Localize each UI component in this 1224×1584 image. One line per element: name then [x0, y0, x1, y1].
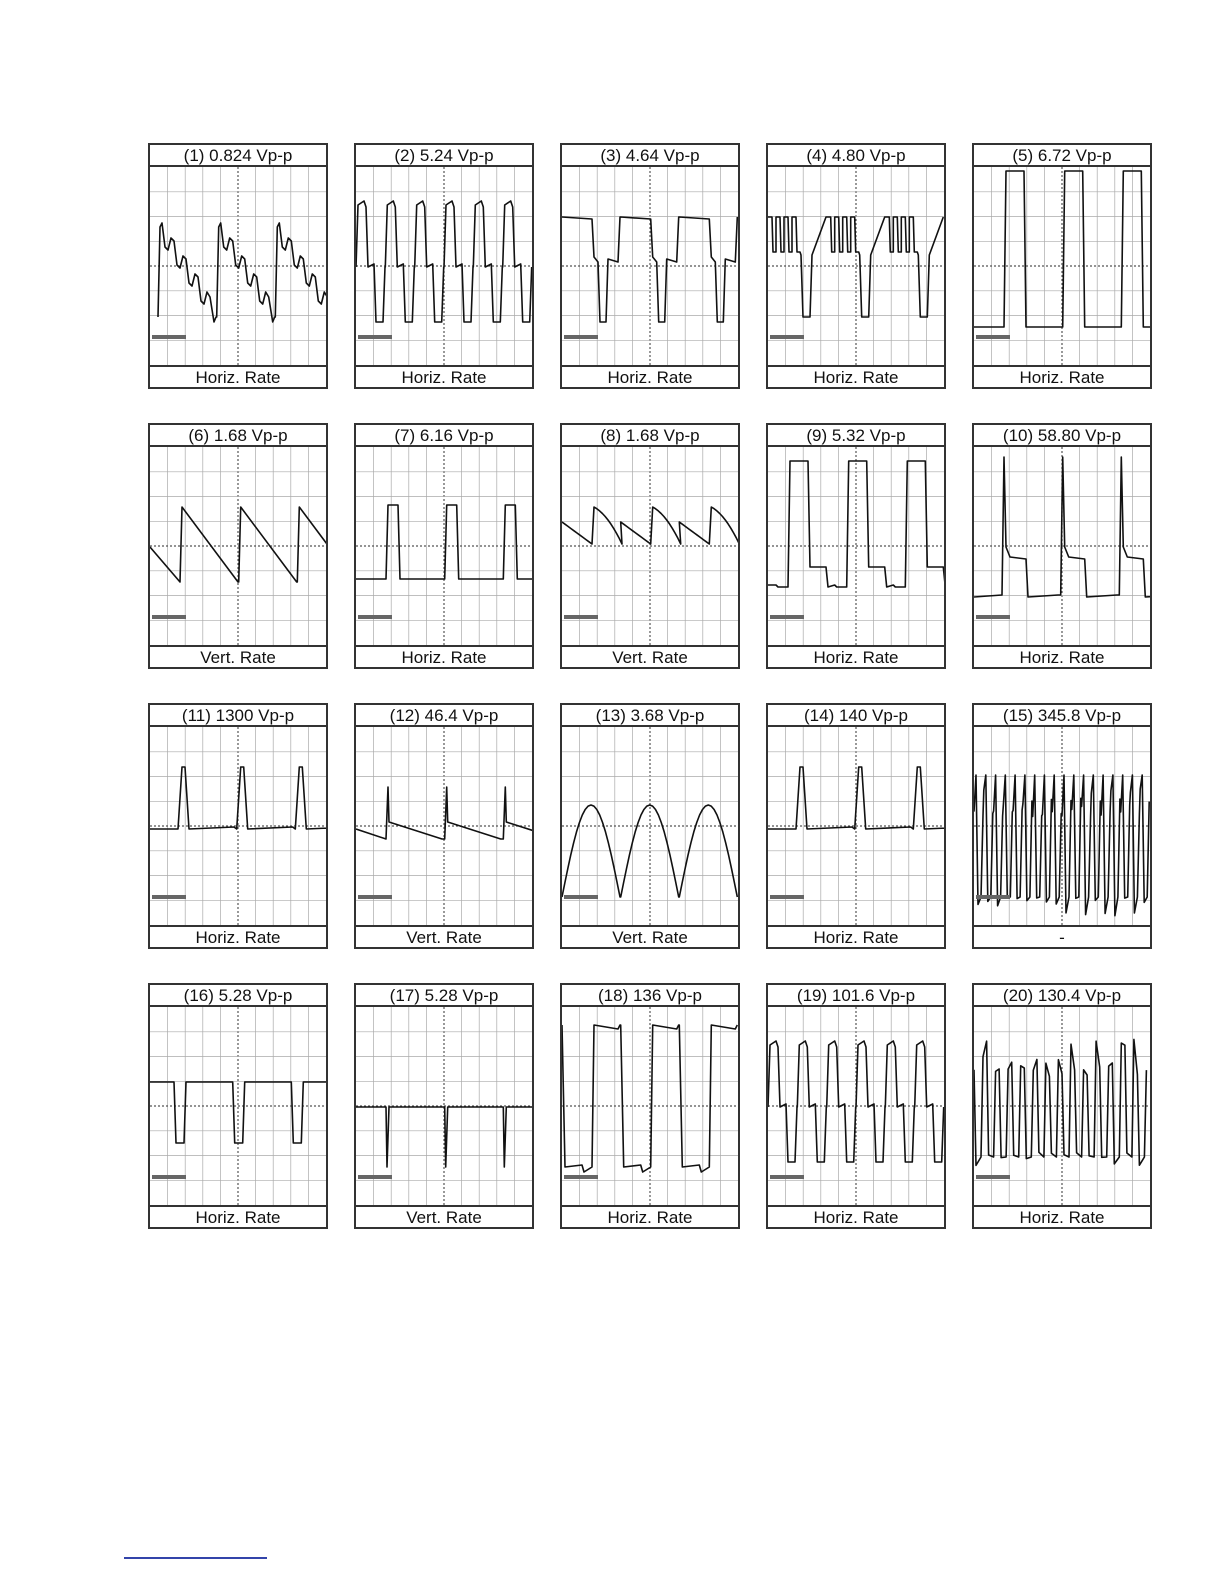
- panel-rate-label: Horiz. Rate: [560, 365, 740, 389]
- scope-panel: [972, 983, 1152, 1229]
- scope-panel: [148, 423, 328, 669]
- scope-screen: [766, 447, 946, 645]
- panel-title: (18) 136 Vp-p: [560, 983, 740, 1007]
- panel-rate-label: Horiz. Rate: [766, 365, 946, 389]
- scope-panel: [972, 143, 1152, 389]
- scope-panel: [766, 983, 946, 1229]
- scope-panel: [354, 703, 534, 949]
- panel-rate-label: Horiz. Rate: [972, 1205, 1152, 1229]
- panel-title: (2) 5.24 Vp-p: [354, 143, 534, 167]
- scope-panel: [148, 143, 328, 389]
- scope-panel: [766, 143, 946, 389]
- scope-readout-mark: [564, 1175, 598, 1179]
- panel-rate-label: Horiz. Rate: [148, 365, 328, 389]
- panel-rate-label: Horiz. Rate: [354, 645, 534, 669]
- scope-readout-mark: [358, 335, 392, 339]
- panel-title: (5) 6.72 Vp-p: [972, 143, 1152, 167]
- waveform-trace: [158, 223, 326, 322]
- panel-title: (20) 130.4 Vp-p: [972, 983, 1152, 1007]
- panel-rate-label: Horiz. Rate: [766, 1205, 946, 1229]
- panel-rate-label: -: [972, 925, 1152, 949]
- scope-readout-mark: [358, 615, 392, 619]
- panel-rate-label: Horiz. Rate: [972, 365, 1152, 389]
- scope-panel: [560, 703, 740, 949]
- scope-readout-mark: [152, 895, 186, 899]
- scope-readout-mark: [770, 615, 804, 619]
- panel-title: (15) 345.8 Vp-p: [972, 703, 1152, 727]
- panel-rate-label: Horiz. Rate: [972, 645, 1152, 669]
- scope-readout-mark: [152, 1175, 186, 1179]
- scope-screen: [354, 447, 534, 645]
- scope-readout-mark: [564, 895, 598, 899]
- scope-panel: [972, 703, 1152, 949]
- scope-readout-mark: [564, 615, 598, 619]
- panel-title: (16) 5.28 Vp-p: [148, 983, 328, 1007]
- scope-screen: [560, 167, 740, 365]
- scope-screen: [972, 1007, 1152, 1205]
- panel-title: (1) 0.824 Vp-p: [148, 143, 328, 167]
- panel-title: (3) 4.64 Vp-p: [560, 143, 740, 167]
- scope-screen: [354, 1007, 534, 1205]
- scope-readout-mark: [358, 1175, 392, 1179]
- scope-screen: [766, 727, 946, 925]
- scope-screen: [354, 167, 534, 365]
- scope-panel: [766, 423, 946, 669]
- panel-rate-label: Vert. Rate: [560, 645, 740, 669]
- scope-readout-mark: [770, 1175, 804, 1179]
- scope-panel: [560, 143, 740, 389]
- panel-title: (17) 5.28 Vp-p: [354, 983, 534, 1007]
- panel-title: (14) 140 Vp-p: [766, 703, 946, 727]
- scope-screen: [148, 1007, 328, 1205]
- waveform-grid: [148, 143, 1152, 1229]
- panel-title: (6) 1.68 Vp-p: [148, 423, 328, 447]
- scope-panel: [972, 423, 1152, 669]
- panel-rate-label: Horiz. Rate: [148, 925, 328, 949]
- panel-rate-label: Vert. Rate: [560, 925, 740, 949]
- scope-readout-mark: [152, 335, 186, 339]
- scope-panel: [354, 423, 534, 669]
- panel-title: (8) 1.68 Vp-p: [560, 423, 740, 447]
- scope-screen: [148, 727, 328, 925]
- panel-rate-label: Horiz. Rate: [560, 1205, 740, 1229]
- scope-panel: [354, 143, 534, 389]
- scope-readout-mark: [770, 335, 804, 339]
- scope-readout-mark: [564, 335, 598, 339]
- scope-panel: [560, 423, 740, 669]
- panel-title: (12) 46.4 Vp-p: [354, 703, 534, 727]
- scope-readout-mark: [976, 615, 1010, 619]
- scope-readout-mark: [976, 335, 1010, 339]
- panel-title: (19) 101.6 Vp-p: [766, 983, 946, 1007]
- scope-readout-mark: [976, 1175, 1010, 1179]
- scope-panel: [354, 983, 534, 1229]
- scope-screen: [972, 447, 1152, 645]
- panel-title: (11) 1300 Vp-p: [148, 703, 328, 727]
- panel-title: (10) 58.80 Vp-p: [972, 423, 1152, 447]
- panel-rate-label: Horiz. Rate: [354, 365, 534, 389]
- scope-screen: [354, 727, 534, 925]
- scope-panel: [766, 703, 946, 949]
- scope-screen: [766, 1007, 946, 1205]
- scope-readout-mark: [358, 895, 392, 899]
- panel-title: (13) 3.68 Vp-p: [560, 703, 740, 727]
- scope-readout-mark: [976, 895, 1010, 899]
- waveform-trace: [974, 1039, 1146, 1165]
- scope-panel: [148, 983, 328, 1229]
- panel-title: (4) 4.80 Vp-p: [766, 143, 946, 167]
- footnote-rule: [124, 1557, 267, 1559]
- panel-rate-label: Vert. Rate: [148, 645, 328, 669]
- scope-screen: [972, 727, 1152, 925]
- panel-rate-label: Horiz. Rate: [766, 645, 946, 669]
- panel-title: (9) 5.32 Vp-p: [766, 423, 946, 447]
- panel-rate-label: Vert. Rate: [354, 1205, 534, 1229]
- panel-rate-label: Horiz. Rate: [148, 1205, 328, 1229]
- scope-screen: [972, 167, 1152, 365]
- scope-screen: [560, 1007, 740, 1205]
- scope-readout-mark: [152, 615, 186, 619]
- scope-screen: [766, 167, 946, 365]
- scope-panel: [560, 983, 740, 1229]
- panel-rate-label: Horiz. Rate: [766, 925, 946, 949]
- scope-readout-mark: [770, 895, 804, 899]
- scope-screen: [560, 727, 740, 925]
- panel-title: (7) 6.16 Vp-p: [354, 423, 534, 447]
- scope-panel: [148, 703, 328, 949]
- scope-screen: [560, 447, 740, 645]
- scope-screen: [148, 167, 328, 365]
- panel-rate-label: Vert. Rate: [354, 925, 534, 949]
- scope-screen: [148, 447, 328, 645]
